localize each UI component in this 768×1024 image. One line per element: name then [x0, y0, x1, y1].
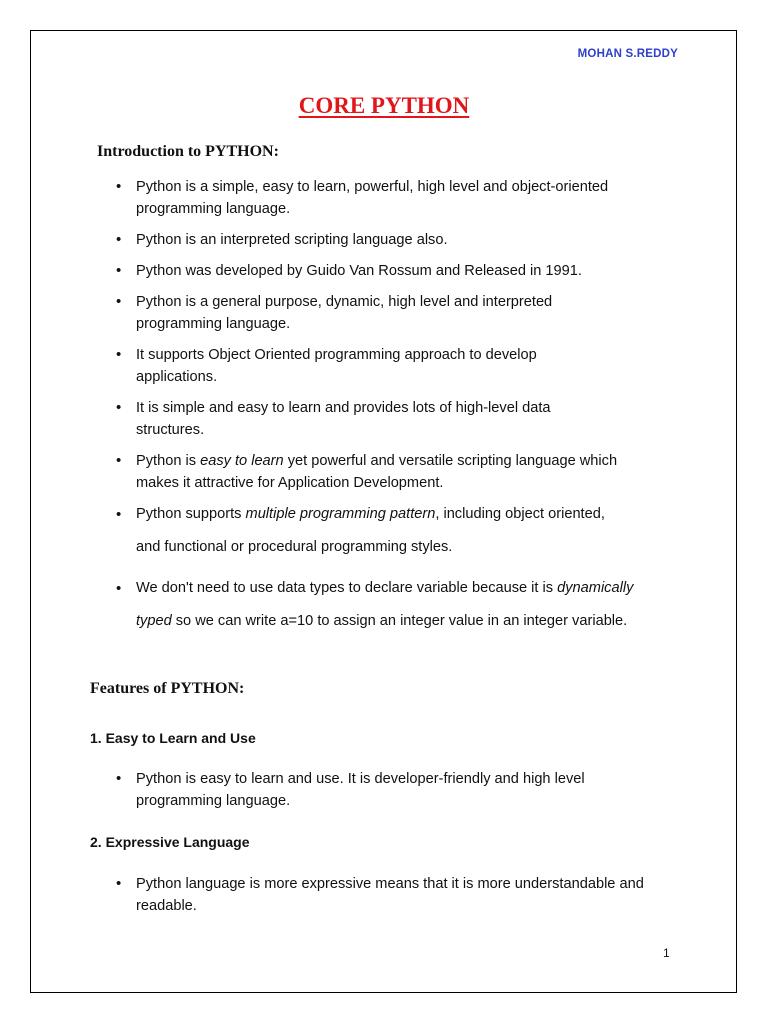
list-item: • It supports Object Oriented programming approach to develop applications. — [116, 344, 696, 388]
feature-2-title: 2. Expressive Language — [90, 834, 250, 850]
emphasis-text: multiple programming pattern — [245, 506, 436, 522]
list-item: • Python language is more expressive means that it is more understandable and readable. — [116, 873, 696, 917]
feature-1-title: 1. Easy to Learn and Use — [90, 730, 256, 746]
features-heading: Features of PYTHON: — [90, 680, 245, 697]
feature-1-list — [116, 768, 696, 812]
list-item: • Python is a general purpose, dynamic, high level and interpreted programming language. — [116, 291, 696, 335]
page-number: 1 — [663, 946, 670, 960]
document-title: CORE PYTHON — [298, 93, 470, 118]
list-item: • Python is a simple, easy to learn, powerful, high level and object-oriented programming language. — [116, 176, 696, 220]
list-item: • It is simple and easy to learn and provides lots of high-level data structures. — [116, 397, 696, 441]
list-item: • Python supports multiple programming pattern, including object oriented, and functional or procedural programming styles. — [116, 498, 696, 564]
emphasis-text: dynamically typed — [136, 580, 634, 629]
intro-heading: Introduction to PYTHON: — [97, 143, 279, 160]
list-item: • We don't need to use data types to declare variable because it is dynamically typed so we can write a=10 to assign an integer value in an integer variable. — [116, 572, 696, 638]
feature-2-list — [116, 873, 696, 917]
author-name: MOHAN S.REDDY — [577, 48, 678, 60]
emphasis-text: easy to learn — [200, 453, 284, 469]
list-item: • Python is an interpreted scripting language also. — [116, 229, 696, 251]
list-item: • Python is easy to learn and use. It is developer-friendly and high level programming language. — [116, 768, 696, 812]
intro-list — [116, 176, 696, 638]
list-item: • Python was developed by Guido Van Rossum and Released in 1991. — [116, 260, 696, 282]
list-item: • Python is easy to learn yet powerful and versatile scripting language which makes it attractive for Application Development. — [116, 450, 696, 494]
